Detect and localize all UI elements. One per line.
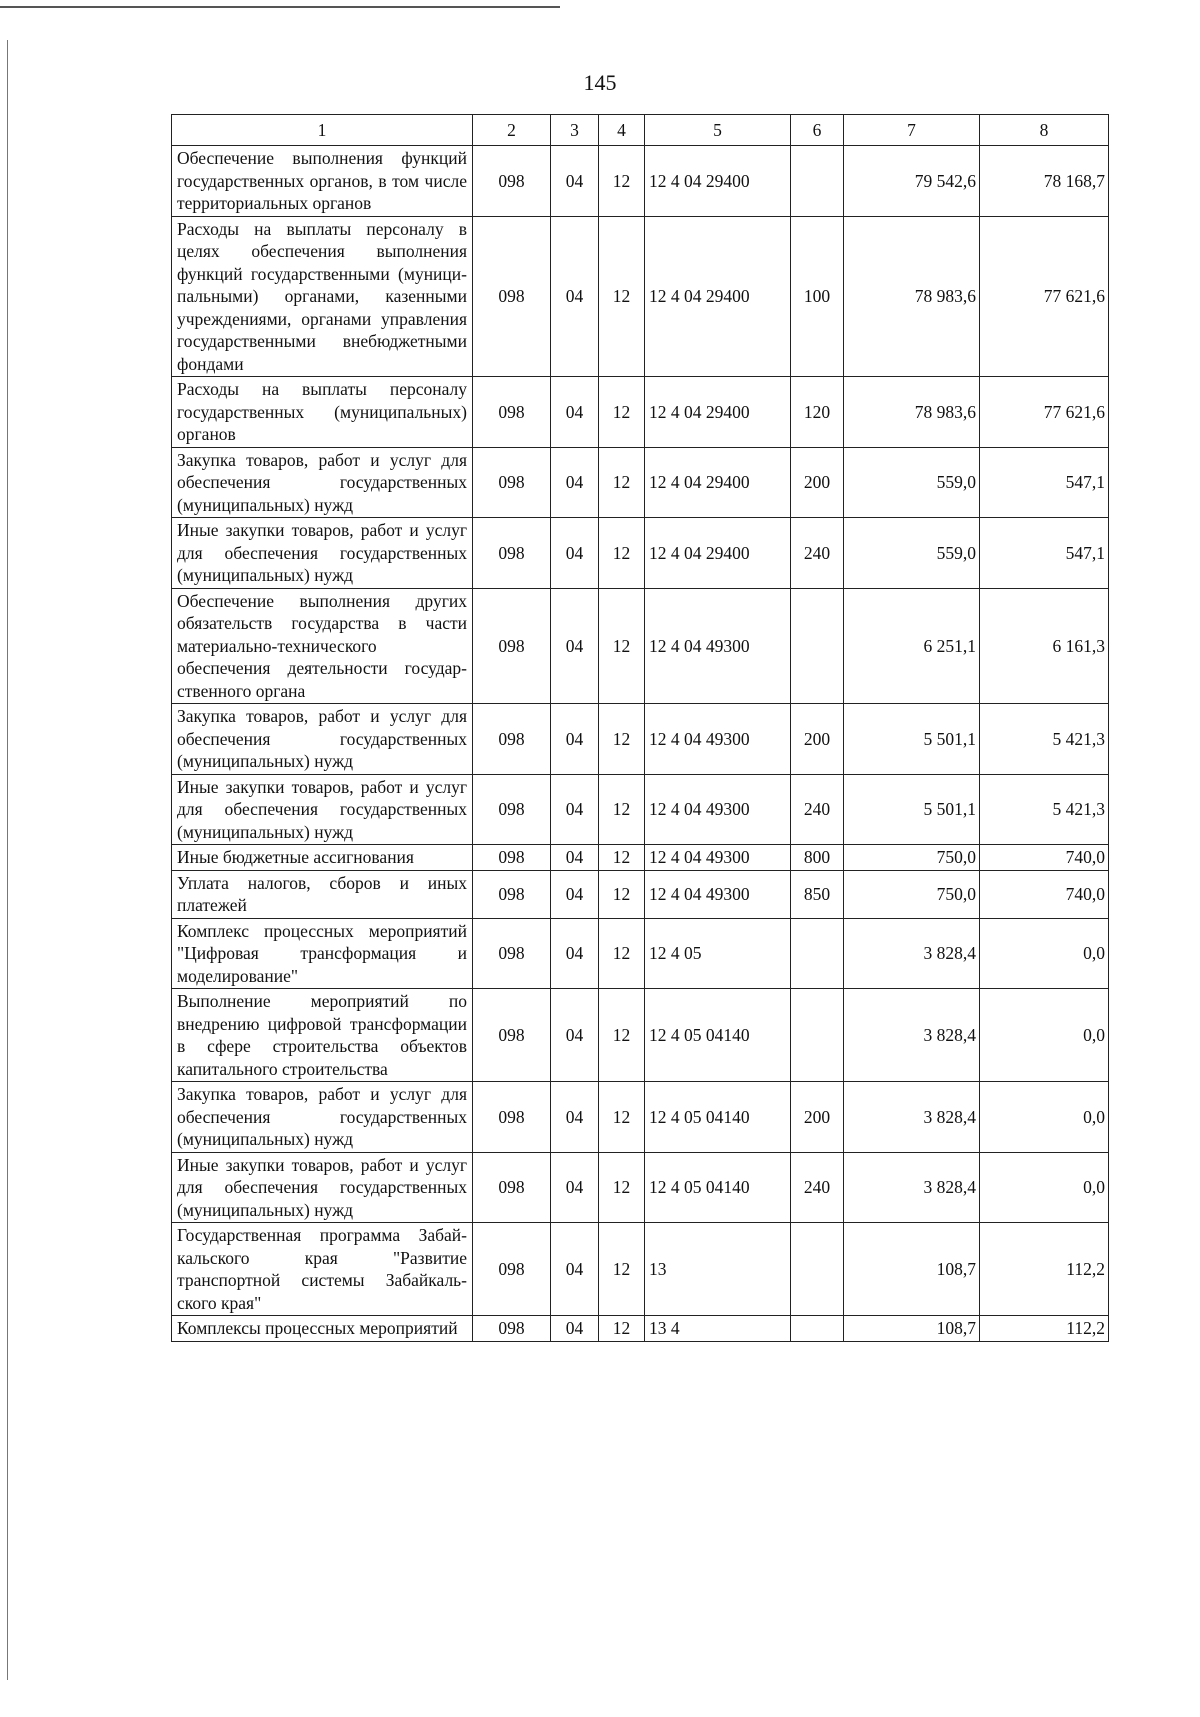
header-col-8: 8 <box>980 115 1109 146</box>
header-col-1: 1 <box>172 115 473 146</box>
cell-amount-col8: 0,0 <box>980 1082 1109 1153</box>
table-row <box>172 377 1109 448</box>
cell-expense-type: 120 <box>791 377 844 448</box>
cell-name: Иные бюджетные ассигнования <box>172 845 473 871</box>
cell-name: Закупка товаров, работ и услуг для обеспечения государственных (муниципальных) нужд <box>172 1082 473 1153</box>
cell-section: 04 <box>551 774 599 845</box>
cell-ministry-code: 098 <box>473 774 551 845</box>
cell-target-article: 12 4 05 04140 <box>645 1152 791 1223</box>
cell-section: 04 <box>551 216 599 377</box>
cell-target-article: 12 4 05 04140 <box>645 989 791 1082</box>
cell-target-article: 13 4 <box>645 1316 791 1342</box>
cell-target-article: 12 4 05 <box>645 918 791 989</box>
cell-ministry-code: 098 <box>473 918 551 989</box>
cell-section: 04 <box>551 1082 599 1153</box>
cell-amount-col7: 559,0 <box>844 447 980 518</box>
cell-amount-col8: 112,2 <box>980 1316 1109 1342</box>
cell-amount-col7: 78 983,6 <box>844 216 980 377</box>
cell-subsection: 12 <box>599 377 645 448</box>
cell-section: 04 <box>551 1316 599 1342</box>
cell-amount-col7: 5 501,1 <box>844 774 980 845</box>
cell-expense-type <box>791 1316 844 1342</box>
cell-section: 04 <box>551 146 599 217</box>
table-row <box>172 918 1109 989</box>
header-col-3: 3 <box>551 115 599 146</box>
table-row <box>172 216 1109 377</box>
cell-amount-col8: 547,1 <box>980 447 1109 518</box>
cell-amount-col8: 547,1 <box>980 518 1109 589</box>
cell-name: Иные закупки товаров, работ и услуг для обеспечения государственных (муниципальных) нужд <box>172 518 473 589</box>
table-row <box>172 518 1109 589</box>
cell-subsection: 12 <box>599 146 645 217</box>
cell-section: 04 <box>551 518 599 589</box>
table-row <box>172 588 1109 704</box>
table-row <box>172 845 1109 871</box>
cell-name: Расходы на выплаты персоналу государственных (муниципальных) органов <box>172 377 473 448</box>
cell-section: 04 <box>551 1223 599 1316</box>
cell-name: Государственная программа Забайкальского края "Развитие транспортной системы Забайкальского края" <box>172 1223 473 1316</box>
cell-amount-col7: 108,7 <box>844 1316 980 1342</box>
cell-subsection: 12 <box>599 1082 645 1153</box>
cell-subsection: 12 <box>599 704 645 775</box>
header-col-4: 4 <box>599 115 645 146</box>
cell-expense-type: 240 <box>791 518 844 589</box>
cell-amount-col8: 0,0 <box>980 989 1109 1082</box>
cell-expense-type <box>791 146 844 217</box>
cell-section: 04 <box>551 704 599 775</box>
cell-amount-col7: 750,0 <box>844 845 980 871</box>
cell-ministry-code: 098 <box>473 989 551 1082</box>
cell-target-article: 12 4 04 29400 <box>645 447 791 518</box>
cell-ministry-code: 098 <box>473 588 551 704</box>
cell-amount-col8: 77 621,6 <box>980 377 1109 448</box>
header-col-5: 5 <box>645 115 791 146</box>
cell-section: 04 <box>551 845 599 871</box>
cell-amount-col7: 78 983,6 <box>844 377 980 448</box>
cell-expense-type: 100 <box>791 216 844 377</box>
cell-subsection: 12 <box>599 1223 645 1316</box>
cell-ministry-code: 098 <box>473 704 551 775</box>
cell-expense-type: 240 <box>791 1152 844 1223</box>
cell-subsection: 12 <box>599 216 645 377</box>
cell-amount-col8: 0,0 <box>980 1152 1109 1223</box>
page-number: 145 <box>583 70 617 95</box>
cell-target-article: 12 4 04 49300 <box>645 588 791 704</box>
table-row <box>172 1223 1109 1316</box>
cell-target-article: 13 <box>645 1223 791 1316</box>
scan-edge-left <box>7 40 8 1680</box>
table-row <box>172 447 1109 518</box>
cell-subsection: 12 <box>599 1316 645 1342</box>
cell-expense-type: 240 <box>791 774 844 845</box>
cell-amount-col7: 79 542,6 <box>844 146 980 217</box>
cell-amount-col7: 750,0 <box>844 870 980 918</box>
cell-section: 04 <box>551 447 599 518</box>
cell-ministry-code: 098 <box>473 1152 551 1223</box>
cell-name: Иные закупки товаров, работ и услуг для обеспечения государственных (муниципальных) нужд <box>172 1152 473 1223</box>
cell-target-article: 12 4 05 04140 <box>645 1082 791 1153</box>
cell-ministry-code: 098 <box>473 870 551 918</box>
cell-subsection: 12 <box>599 989 645 1082</box>
cell-target-article: 12 4 04 29400 <box>645 518 791 589</box>
header-col-7: 7 <box>844 115 980 146</box>
cell-ministry-code: 098 <box>473 377 551 448</box>
cell-subsection: 12 <box>599 918 645 989</box>
cell-section: 04 <box>551 1152 599 1223</box>
cell-name: Закупка товаров, работ и услуг для обеспечения государственных (муниципальных) нужд <box>172 447 473 518</box>
cell-subsection: 12 <box>599 447 645 518</box>
table-row <box>172 146 1109 217</box>
table-row <box>172 704 1109 775</box>
cell-name: Уплата налогов, сборов и иных платежей <box>172 870 473 918</box>
scan-edge-top <box>0 6 560 8</box>
cell-amount-col8: 0,0 <box>980 918 1109 989</box>
cell-name: Обеспечение выполнения функций государственных органов, в том числе территориальных органов <box>172 146 473 217</box>
cell-amount-col7: 6 251,1 <box>844 588 980 704</box>
cell-amount-col8: 6 161,3 <box>980 588 1109 704</box>
cell-ministry-code: 098 <box>473 518 551 589</box>
cell-subsection: 12 <box>599 518 645 589</box>
cell-subsection: 12 <box>599 845 645 871</box>
cell-name: Закупка товаров, работ и услуг для обеспечения государственных (муниципальных) нужд <box>172 704 473 775</box>
cell-section: 04 <box>551 918 599 989</box>
cell-target-article: 12 4 04 49300 <box>645 870 791 918</box>
table-row <box>172 774 1109 845</box>
cell-target-article: 12 4 04 49300 <box>645 774 791 845</box>
cell-expense-type: 200 <box>791 447 844 518</box>
cell-ministry-code: 098 <box>473 216 551 377</box>
header-col-6: 6 <box>791 115 844 146</box>
cell-ministry-code: 098 <box>473 1316 551 1342</box>
cell-name: Комплексы процессных мероприятий <box>172 1316 473 1342</box>
table-row <box>172 1316 1109 1342</box>
cell-target-article: 12 4 04 49300 <box>645 845 791 871</box>
cell-ministry-code: 098 <box>473 845 551 871</box>
cell-ministry-code: 098 <box>473 447 551 518</box>
cell-amount-col7: 3 828,4 <box>844 1082 980 1153</box>
cell-expense-type: 200 <box>791 1082 844 1153</box>
cell-expense-type: 200 <box>791 704 844 775</box>
cell-ministry-code: 098 <box>473 1082 551 1153</box>
cell-target-article: 12 4 04 29400 <box>645 216 791 377</box>
budget-table <box>171 114 1109 1342</box>
cell-amount-col8: 5 421,3 <box>980 774 1109 845</box>
cell-name: Комплекс процессных мероприятий "Цифровая трансформация и моделирование" <box>172 918 473 989</box>
cell-name: Иные закупки товаров, работ и услуг для обеспечения государственных (муниципальных) нужд <box>172 774 473 845</box>
cell-name: Расходы на выплаты персоналу в целях обеспечения выполнения функций государственными (муниципальными) органами, казенными учреждениями, органами управления государственными внебюджетными фондами <box>172 216 473 377</box>
cell-amount-col7: 559,0 <box>844 518 980 589</box>
cell-amount-col7: 5 501,1 <box>844 704 980 775</box>
cell-amount-col7: 3 828,4 <box>844 918 980 989</box>
cell-expense-type <box>791 989 844 1082</box>
table-row <box>172 1082 1109 1153</box>
cell-expense-type: 800 <box>791 845 844 871</box>
cell-amount-col7: 3 828,4 <box>844 989 980 1082</box>
cell-section: 04 <box>551 377 599 448</box>
table-row <box>172 870 1109 918</box>
cell-name: Выполнение мероприятий по внедрению цифровой трансформации в сфере строительства объектов капитального строительства <box>172 989 473 1082</box>
cell-ministry-code: 098 <box>473 1223 551 1316</box>
header-col-2: 2 <box>473 115 551 146</box>
header-row <box>172 115 1109 146</box>
cell-expense-type <box>791 918 844 989</box>
cell-subsection: 12 <box>599 1152 645 1223</box>
cell-amount-col8: 112,2 <box>980 1223 1109 1316</box>
cell-subsection: 12 <box>599 870 645 918</box>
cell-subsection: 12 <box>599 774 645 845</box>
table-body <box>172 146 1109 1342</box>
cell-ministry-code: 098 <box>473 146 551 217</box>
cell-amount-col8: 78 168,7 <box>980 146 1109 217</box>
cell-section: 04 <box>551 588 599 704</box>
cell-amount-col7: 3 828,4 <box>844 1152 980 1223</box>
cell-target-article: 12 4 04 29400 <box>645 146 791 217</box>
cell-amount-col8: 740,0 <box>980 845 1109 871</box>
cell-target-article: 12 4 04 49300 <box>645 704 791 775</box>
cell-amount-col8: 5 421,3 <box>980 704 1109 775</box>
table-header <box>172 115 1109 146</box>
cell-expense-type: 850 <box>791 870 844 918</box>
cell-expense-type <box>791 588 844 704</box>
cell-name: Обеспечение выполнения других обязательств государства в части материально-технического обеспечения деятельности государственного органа <box>172 588 473 704</box>
cell-target-article: 12 4 04 29400 <box>645 377 791 448</box>
cell-section: 04 <box>551 870 599 918</box>
cell-amount-col7: 108,7 <box>844 1223 980 1316</box>
table-row <box>172 1152 1109 1223</box>
cell-amount-col8: 77 621,6 <box>980 216 1109 377</box>
cell-amount-col8: 740,0 <box>980 870 1109 918</box>
cell-expense-type <box>791 1223 844 1316</box>
cell-subsection: 12 <box>599 588 645 704</box>
cell-section: 04 <box>551 989 599 1082</box>
table-row <box>172 989 1109 1082</box>
